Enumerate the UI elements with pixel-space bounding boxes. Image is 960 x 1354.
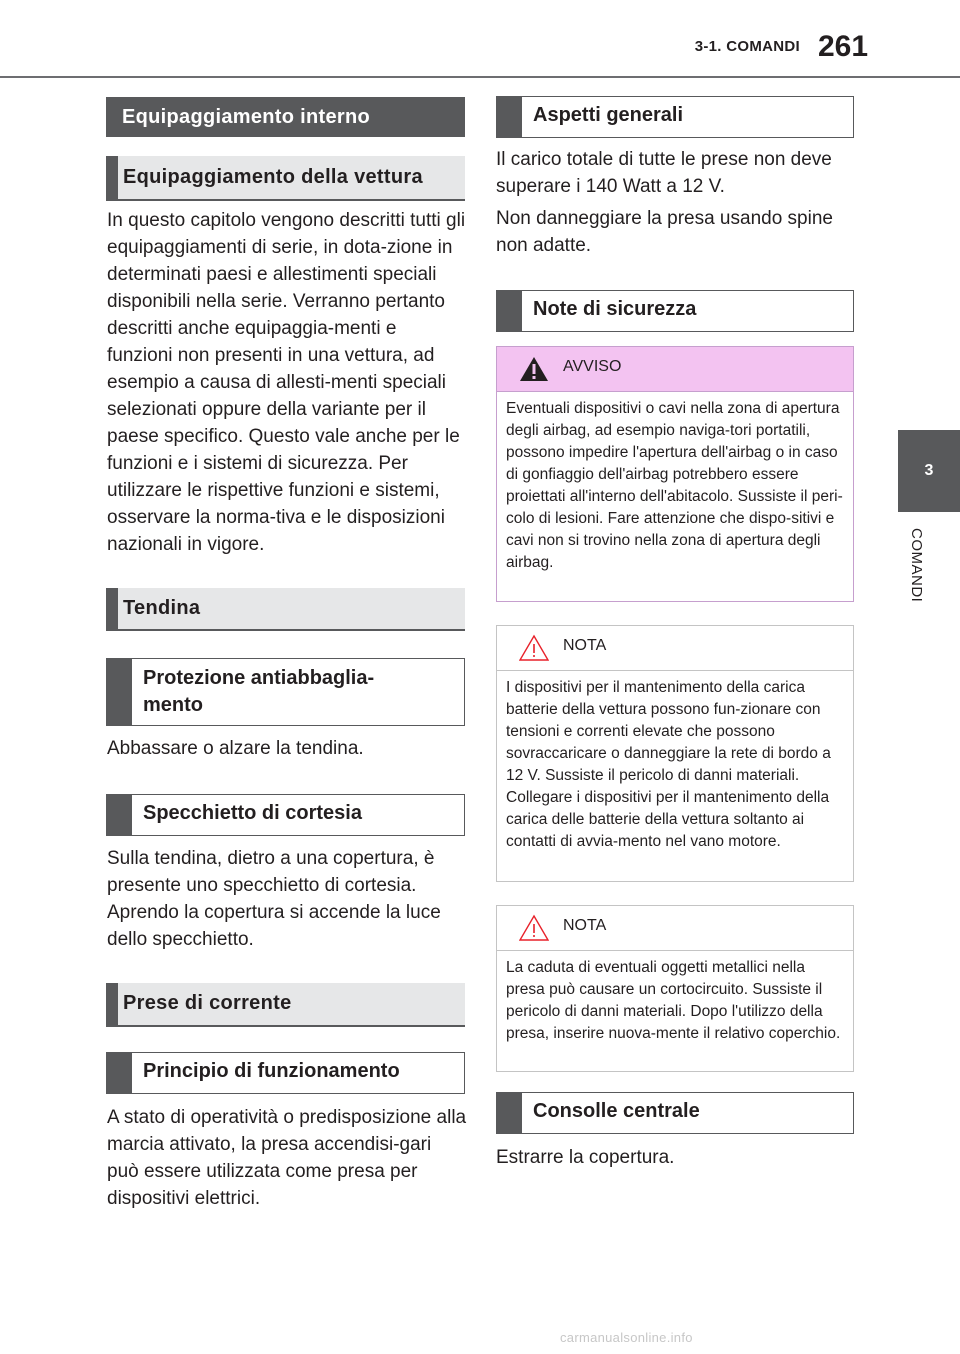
warning-triangle-icon	[519, 355, 549, 383]
subheading-bar	[497, 1093, 522, 1133]
subheading-text: Note di sicurezza	[533, 298, 697, 320]
subheading-center-console	[496, 1092, 854, 1134]
notice-triangle-icon	[519, 634, 549, 662]
paragraph-operating-principle: A stato di operatività o predisposizione alla marcia attivato, la presa accendisi-gari può essere utilizzata come presa per dispositivi elettrici.	[107, 1107, 467, 1209]
heading-power-sockets: Prese di corrente	[106, 983, 465, 1027]
paragraph-total-load: Il carico totale di tutte le prese non deve superare i 140 Watt a 12 V.	[496, 149, 832, 197]
notice-text: La caduta di eventuali oggetti metallici nella presa può causare un cortocircuito. Sussiste il pericolo di danni materiali. Dopo l'utilizzo della presa, inserire nuova-mente il relativo coperchio.	[506, 959, 841, 1042]
section-title-interior-equipment: Equipaggiamento interno	[106, 97, 465, 137]
subheading-text: Principio di funzionamento	[143, 1060, 400, 1082]
subheading-safety-notes	[496, 290, 854, 332]
paragraph-vanity-mirror: Sulla tendina, dietro a una copertura, è presente uno specchietto di cortesia. Aprendo la copertura si accende la luce dello specchietto.	[107, 848, 441, 950]
heading-vehicle-equipment: Equipaggiamento della vettura	[106, 156, 465, 201]
subheading-text: Protezione antiabbaglia-mento	[143, 667, 375, 716]
notice-label: NOTA	[563, 917, 607, 934]
subheading-vanity-mirror	[106, 794, 465, 836]
page-number: 261	[818, 30, 869, 63]
chapter-tab: 3	[898, 430, 960, 512]
header-rule	[0, 76, 960, 78]
chapter-label	[908, 528, 948, 648]
notice-header	[497, 906, 853, 951]
paragraph-intro: In questo capitolo vengono descritti tutti gli equipaggiamenti di serie, in dota-zione in determinati paesi e allestimenti speciali disponibili nella serie. Verranno pertanto descritti anche equipaggia-menti e funzioni non presenti in una vettura, ad esempio a causa di allesti-menti speciali selezionati oppure della variante per il paese specifico. Questo vale anche per le funzioni e i sistemi di sicurezza. Per utilizzare le rispettive funzioni e sistemi, osservare la norma-tiva e le disposizioni nazionali in vigore.	[107, 210, 466, 555]
paragraph-sun-blind: Abbassare o alzare la tendina.	[107, 738, 364, 759]
header-section-title: 3-1. COMANDI	[694, 38, 800, 55]
paragraph-plug-warning: Non danneggiare la presa usando spine non adatte.	[496, 208, 833, 256]
notice-text: I dispositivi per il mantenimento della carica batterie della vettura possono fun-zionare con tensioni e correnti elevate che possono sovraccaricare o danneggiare la rete di bordo a 12 V. Sussiste il pericolo di danni materiali. Collegare i dispositivi per il mantenimento della carica delle batterie della vettura soltanto ai contatti di avvia-mento nel vano motore.	[506, 679, 831, 850]
warning-label: AVVISO	[563, 358, 622, 375]
subheading-bar	[107, 1053, 132, 1093]
subheading-text: Consolle centrale	[533, 1100, 700, 1122]
warning-header	[497, 347, 853, 392]
subheading-glare-protection	[106, 658, 465, 726]
chapter-label-text: COMANDI	[908, 528, 925, 603]
subheading-bar	[107, 659, 132, 725]
watermark: carmanualsonline.info	[560, 1330, 693, 1345]
subheading-operating-principle	[106, 1052, 465, 1094]
notice-box	[496, 625, 854, 882]
warning-text: Eventuali dispositivi o cavi nella zona di apertura degli airbag, ad esempio naviga-tori portatili, possono impedire l'apertura dell'airbag o in caso di gonfiaggio dell'airbag potrebbero essere proiettati all'interno dell'abitacolo. Sussiste il peri-colo di lesioni. Fare attenzione che dispo-sitivi e cavi non si trovino nella zona di apertura degli airbag.	[497, 392, 853, 574]
subheading-bar	[107, 795, 132, 835]
subheading-bar	[497, 97, 522, 137]
subheading-bar	[497, 291, 522, 331]
notice-box	[496, 905, 854, 1072]
notice-triangle-icon	[519, 914, 549, 942]
subheading-text: Specchietto di cortesia	[143, 802, 362, 824]
warning-box	[496, 346, 854, 602]
paragraph-center-console: Estrarre la copertura.	[496, 1147, 675, 1168]
subheading-general	[496, 96, 854, 138]
heading-sun-blind: Tendina	[106, 588, 465, 631]
subheading-text: Aspetti generali	[533, 104, 684, 126]
notice-label: NOTA	[563, 637, 607, 654]
notice-header	[497, 626, 853, 671]
